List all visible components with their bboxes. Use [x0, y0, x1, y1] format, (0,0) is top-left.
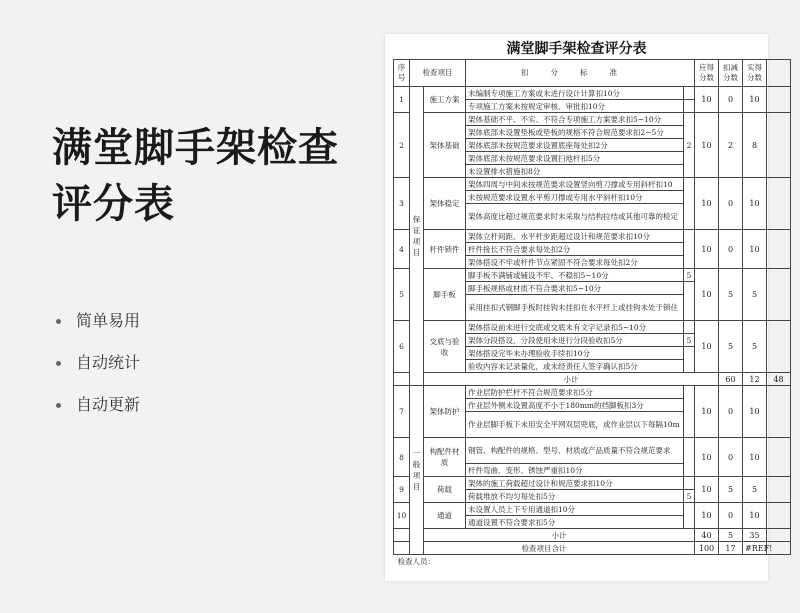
total-label: 检查项目合计: [394, 542, 695, 555]
row-seq: 6: [394, 321, 410, 373]
full-score: 10: [695, 113, 719, 178]
blank-cell: [767, 178, 791, 230]
criterion: 架体搭设前未进行交底或交底未有文字记录扣5~10分: [466, 321, 684, 334]
criterion: 架体四周与中间未按规范要求设置竖向剪刀撑或专用斜杆扣10: [466, 178, 684, 191]
criterion: 架体底部未按规范要求设置扫地杆扣5分: [466, 152, 684, 165]
feature-item: 自动更新: [52, 384, 140, 426]
criterion: 采用挂扣式钢脚手板时挂钩未挂扣在水平杆上或挂钩未处于锁住: [466, 295, 684, 321]
blank-cell: [394, 529, 410, 542]
deduct-score: 0: [719, 87, 743, 113]
row-item: 构配件材质: [424, 438, 466, 477]
header-seq: 序号: [394, 60, 410, 87]
deduct-score: 2: [719, 113, 743, 178]
mark-cell: [684, 347, 695, 373]
full-score: 10: [695, 178, 719, 230]
criterion: 验收内容未记录量化，或未经责任人签字确认扣5分: [466, 360, 684, 373]
blank-cell: [767, 438, 791, 477]
full-score: 10: [695, 87, 719, 113]
table-row: [394, 386, 791, 399]
criterion: 脚手板规格或材质不符合要求扣5~10分: [466, 282, 684, 295]
table-row: [394, 113, 791, 126]
deduct-score: 5: [719, 269, 743, 321]
blank-cell: [767, 87, 791, 113]
mark-cell: [684, 438, 695, 477]
row-seq: 7: [394, 386, 410, 438]
actual-score: 35: [743, 529, 767, 542]
blank-cell: [767, 269, 791, 321]
deduct-score: 5: [719, 477, 743, 503]
criterion: 脚手板不满铺或铺设不牢、不稳扣5~10分: [466, 269, 684, 282]
total-row: [394, 542, 791, 555]
subtotal-label: 小计: [424, 373, 719, 386]
subtotal-row: [394, 373, 791, 386]
full-score: 10: [695, 438, 719, 477]
table-row: [394, 477, 791, 490]
criterion: 通道设置不符合要求扣5分: [466, 516, 684, 529]
deduct-score: 12: [743, 373, 767, 386]
mark-cell: 5: [684, 334, 695, 347]
row-seq: 4: [394, 230, 410, 269]
full-score: 40: [695, 529, 719, 542]
row-seq: 9: [394, 477, 410, 503]
row-seq: 8: [394, 438, 410, 477]
full-score: 10: [695, 321, 719, 373]
deduct-score: 5: [719, 321, 743, 373]
feature-item: 简单易用: [52, 300, 140, 342]
actual-score: 8: [743, 113, 767, 178]
row-seq: 2: [394, 113, 410, 178]
row-item: 荷载: [424, 477, 466, 503]
subtotal-label: 小计: [424, 529, 695, 542]
full-score: 10: [695, 386, 719, 438]
table-row: [394, 178, 791, 191]
subtotal-row: [394, 529, 791, 542]
row-seq: 5: [394, 269, 410, 321]
header-item: 检查项目: [410, 60, 466, 87]
score-sheet: [385, 34, 784, 581]
full-score: 10: [695, 269, 719, 321]
mark-cell: [684, 230, 695, 269]
criterion: 架体底部未按规范要求设置底座每处扣2分: [466, 139, 684, 152]
criterion: 作业层脚手板下未用安全平网双层兜底，或作业层以下每隔10m: [466, 412, 684, 438]
criterion: 架体的施工荷载超过设计和规范要求扣10分: [466, 477, 684, 490]
criterion: 钢管、构配件的规格、型号、材质或产品质量不符合规范要求: [466, 438, 684, 464]
actual-score: 10: [743, 178, 767, 230]
deduct-score: 0: [719, 438, 743, 477]
full-score: 10: [695, 503, 719, 529]
header-row: [394, 60, 791, 87]
row-seq: 10: [394, 503, 410, 529]
mark-cell: [684, 100, 695, 113]
mark-cell: [684, 503, 695, 529]
criterion: 架体底部未设置垫板或垫板的规格不符合规范要求扣2~5分: [466, 126, 684, 139]
footer-row: [394, 555, 791, 568]
inspector-label: 检查人员：: [397, 556, 435, 566]
actual-score: 5: [743, 321, 767, 373]
deduct-score: 17: [719, 542, 743, 555]
criterion: 杆件接长不符合要求每处扣2分: [466, 243, 684, 256]
actual-score: 10: [743, 438, 767, 477]
actual-score: 10: [743, 87, 767, 113]
criterion: 架体分段搭设、分段使用未进行分段验收扣5分: [466, 334, 684, 347]
row-item: 脚手板: [424, 269, 466, 321]
table-row: [394, 269, 791, 282]
criterion: 架体高度比超过规范要求时未采取与结构拉结或其他可靠的检定: [466, 204, 684, 230]
row-item: 架体防护: [424, 386, 466, 438]
actual-score: 10: [743, 503, 767, 529]
row-item: 施工方案: [424, 87, 466, 113]
deduct-score: 0: [719, 503, 743, 529]
mark-cell: [684, 87, 695, 100]
blank-cell: [767, 477, 791, 503]
table-row: [394, 503, 791, 516]
deduct-score: 0: [719, 386, 743, 438]
blank-cell: [767, 230, 791, 269]
mark-cell: [684, 282, 695, 321]
feature-list: [52, 300, 140, 426]
actual-score: #REF!: [743, 542, 767, 555]
table-row: [394, 87, 791, 100]
criterion: 未设置排水措施扣8分: [466, 165, 684, 178]
criterion: 架体立杆间距、水平杆步距超过设计和规范要求扣10分: [466, 230, 684, 243]
criterion: 作业层外侧未设置高度不小于180mm的挡脚板扣3分: [466, 399, 684, 412]
mark-cell: [684, 386, 695, 438]
hero-title-line-2: 评分表: [52, 181, 175, 227]
hero-title-line-1: 满堂脚手架检查: [52, 125, 339, 171]
full-score: 10: [695, 230, 719, 269]
score-table: [393, 59, 791, 567]
criterion: 作业层防护栏杆不符合规范要求扣5分: [466, 386, 684, 399]
criterion: 未按规范要求设置水平剪刀撑或专用水平斜杆扣10分: [466, 191, 684, 204]
blank-cell: [767, 503, 791, 529]
criterion: 架体搭设完毕未办理验收手续扣10分: [466, 347, 684, 360]
blank-cell: [767, 529, 791, 542]
group-guarantee: 保证项目: [410, 87, 424, 386]
mark-cell: [684, 477, 695, 490]
mark-cell: [684, 321, 695, 334]
header-standard: 扣分标准: [466, 60, 695, 87]
table-row: [394, 321, 791, 334]
mark-cell: 5: [684, 269, 695, 282]
criterion: 专项施工方案未按规定审核、审批扣10分: [466, 100, 684, 113]
full-score: 60: [719, 373, 743, 386]
actual-score: 48: [767, 373, 791, 386]
full-score: 100: [695, 542, 719, 555]
row-seq: 3: [394, 178, 410, 230]
header-full: 应得分数: [695, 60, 719, 87]
criterion: 杆件弯曲、变形、锈蚀严重扣10分: [466, 464, 684, 477]
criterion: 未编制专项施工方案或未进行设计计算扣10分: [466, 87, 684, 100]
criterion: 荷载堆放不均匀每处扣5分: [466, 490, 684, 503]
row-item: 架体基础: [424, 113, 466, 178]
actual-score: 10: [743, 230, 767, 269]
mark-cell: 2: [684, 113, 695, 178]
blank-cell: [394, 373, 410, 386]
actual-score: 10: [743, 386, 767, 438]
row-item: 杆件锁件: [424, 230, 466, 269]
actual-score: 5: [743, 269, 767, 321]
blank-cell: [767, 113, 791, 178]
blank-cell: [767, 386, 791, 438]
feature-item: 自动统计: [52, 342, 140, 384]
full-score: 10: [695, 477, 719, 503]
table-row: [394, 230, 791, 243]
row-item: 架体稳定: [424, 178, 466, 230]
row-seq: 1: [394, 87, 410, 113]
deduct-score: 0: [719, 230, 743, 269]
header-actual: 实得分数: [743, 60, 767, 87]
mark-cell: [684, 178, 695, 230]
row-item: 交底与验收: [424, 321, 466, 373]
actual-score: 5: [743, 477, 767, 503]
hero-title: [52, 120, 339, 232]
mark-cell: 5: [684, 490, 695, 503]
criterion: 架体搭设不牢或杆件节点紧固不符合要求每处扣2分: [466, 256, 684, 269]
table-row: [394, 438, 791, 464]
row-item: 通道: [424, 503, 466, 529]
blank-cell: [767, 321, 791, 373]
header-deduct: 扣减分数: [719, 60, 743, 87]
sheet-title: 满堂脚手架检查评分表: [506, 41, 647, 57]
criterion: 架体基础不平、不实、不符合专项施工方案要求扣5~10分: [466, 113, 684, 126]
header-blank: [767, 60, 791, 87]
deduct-score: 0: [719, 178, 743, 230]
group-general: 一般项目: [410, 386, 424, 555]
criterion: 未设置人员上下专用通道扣10分: [466, 503, 684, 516]
deduct-score: 5: [719, 529, 743, 542]
